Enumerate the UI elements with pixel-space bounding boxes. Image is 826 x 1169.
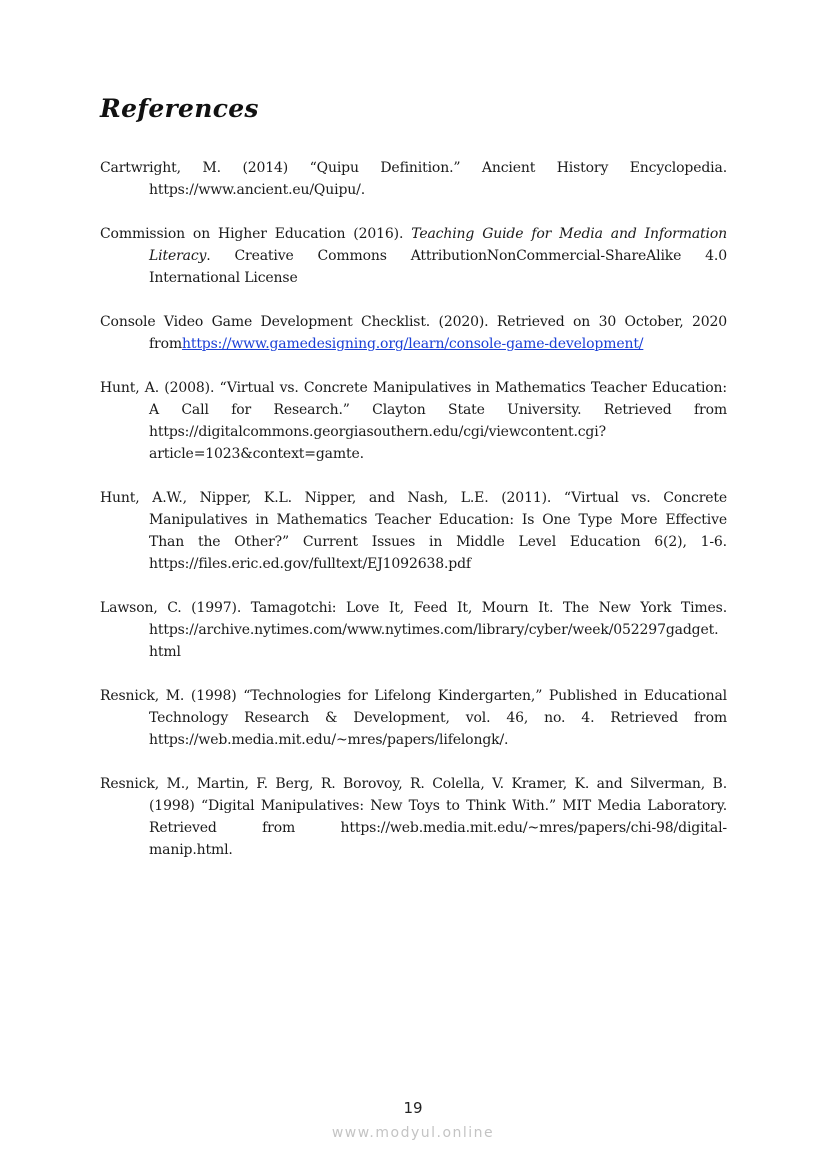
reference-item-ched (100, 223, 727, 289)
reference-item-resnick-martin (100, 773, 727, 861)
reference-item-hunt-2011 (100, 487, 727, 575)
reference-text: Commission on Higher Education (2016). (100, 226, 412, 242)
page-number: 19 (403, 1099, 423, 1117)
watermark: www.modyul.online (331, 1125, 495, 1141)
reference-list (100, 157, 727, 883)
reference-text: Resnick, M., Martin, F. Berg, R. Borovoy, R. Colella, V. Kramer, K. and Silverman, B. (1998) “Digital Manipulatives: New Toys to Think With.” MIT Media Laboratory. Retrieved from https://web.media.mit.edu/~mres/papers/chi-98/digital-manip.html. (100, 776, 727, 858)
reference-item-cartwright (100, 157, 727, 201)
reference-link[interactable]: https://www.gamedesigning.org/learn/console-game-development/ (181, 336, 644, 352)
reference-text: Lawson, C. (1997). Tamagotchi: Love It, Feed It, Mourn It. The New York Times. https://archive.nytimes.com/www.nytimes.com/library/cyber/week/052297gadget.html (100, 600, 727, 660)
reference-item-console-checklist (100, 311, 727, 355)
reference-text: Hunt, A.W., Nipper, K.L. Nipper, and Nash, L.E. (2011). “Virtual vs. Concrete Manipulatives in Mathematics Teacher Education: Is One Type More Effective Than the Other?” Current Issues in Middle Level Education 6(2), 1-6. https://files.eric.ed.gov/fulltext/EJ1092638.pdf (100, 490, 727, 572)
reference-item-lawson (100, 597, 727, 663)
reference-text: Console Video Game Development Checklist. (2020). Retrieved on 30 October, 2020 from (100, 314, 727, 352)
reference-item-hunt-2008 (100, 377, 727, 465)
reference-item-resnick-1998 (100, 685, 727, 751)
reference-text-continued: . Creative Commons AttributionNonCommercial-ShareAlike 4.0 International License (149, 248, 727, 286)
reference-text: Cartwright, M. (2014) “Quipu Definition.” Ancient History Encyclopedia. https://www.ancient.eu/Quipu/. (100, 160, 727, 198)
page-title: References (100, 94, 259, 123)
reference-text: Resnick, M. (1998) “Technologies for Lifelong Kindergarten,” Published in Educational Technology Research & Development, vol. 46, no. 4. Retrieved from https://web.media.mit.edu/~mres/papers/lifelongk/. (100, 688, 727, 748)
reference-title-italic: Teaching Guide for Media and Information Literacy (149, 226, 727, 264)
reference-text: Hunt, A. (2008). “Virtual vs. Concrete Manipulatives in Mathematics Teacher Education: A Call for Research.” Clayton State University. Retrieved from https://digitalcommons.georgiasouthern.edu/cgi/viewcontent.cgi?article=1023&context=gamte. (100, 380, 727, 462)
